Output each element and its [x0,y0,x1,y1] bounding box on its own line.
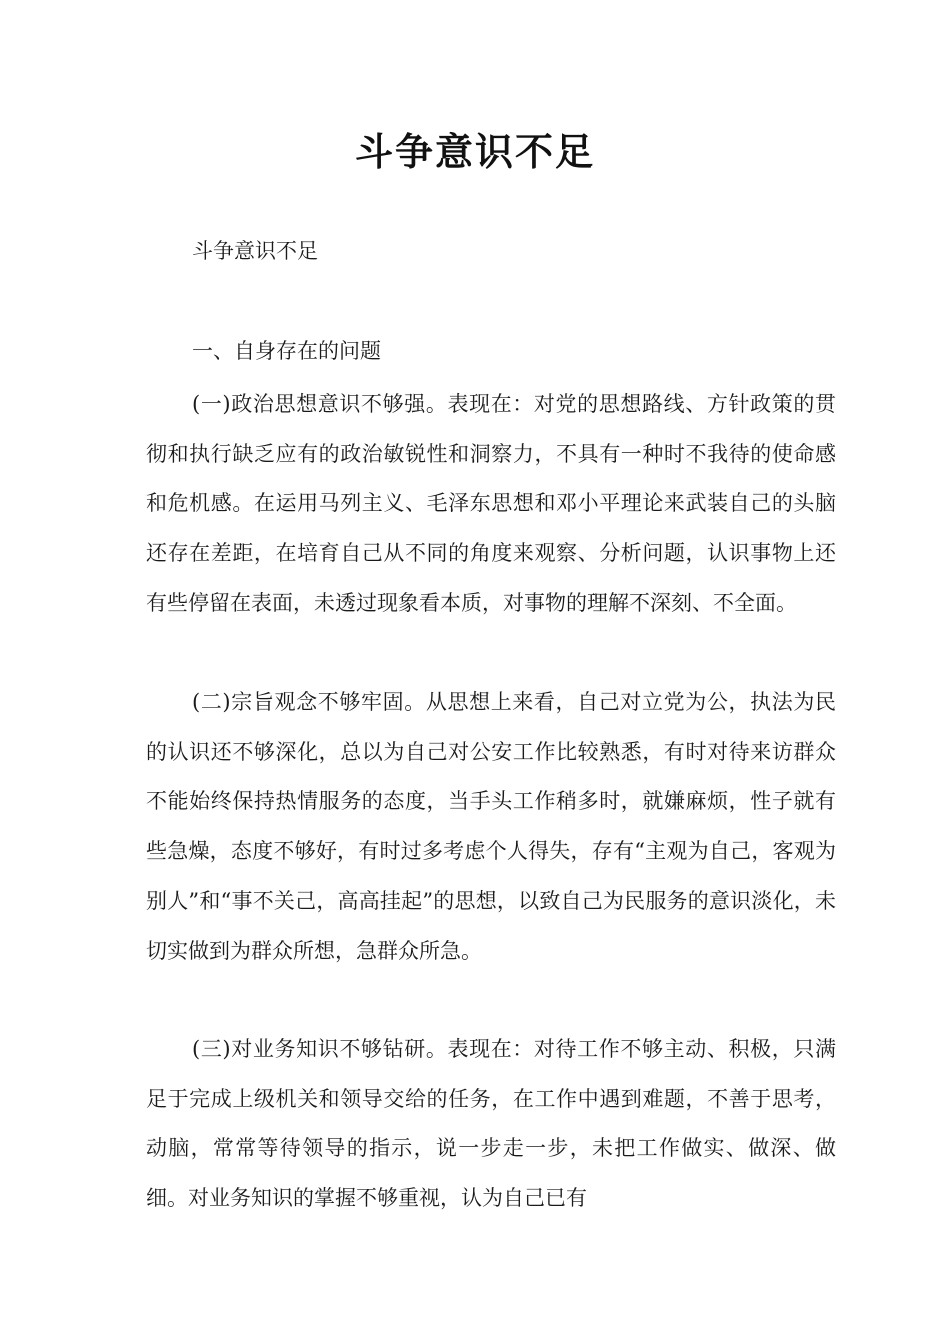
paragraph-3: (三)对业务知识不够钻研。表现在：对待工作不够主动、积极，只满足于完成上级机关和领导交给的任务，在工作中遇到难题，不善于思考，动脑，常常等待领导的指示，说一步走一步，未把工作做实、做深、做细。对业务知识的掌握不够重视，认为自己已有 [146,1037,836,1211]
document-subtitle: 斗争意识不足 [192,239,318,263]
section-heading: 一、自身存在的问题 [192,339,381,363]
document-title: 斗争意识不足 [354,130,595,174]
paragraph-2: (二)宗旨观念不够牢固。从思想上来看，自己对立党为公，执法为民的认识还不够深化，总以为自己对公安工作比较熟悉，有时对待来访群众不能始终保持热情服务的态度，当手头工作稍多时，就嫌麻烦，性子就有些急燥，态度不够好，有时过多考虑个人得失，存有“主观为自己，客观为别人”和“事不关己，高高挂起”的思想，以致自己为民服务的意识淡化，未切实做到为群众所想，急群众所急。 [146,690,836,963]
paragraph-1: (一)政治思想意识不够强。表现在：对党的思想路线、方针政策的贯彻和执行缺乏应有的政治敏锐性和洞察力，不具有一种时不我待的使命感和危机感。在运用马列主义、毛泽东思想和邓小平理论来武装自己的头脑还存在差距，在培育自己从不同的角度来观察、分析问题，认识事物上还有些停留在表面，未透过现象看本质，对事物的理解不深刻、不全面。 [146,392,836,615]
